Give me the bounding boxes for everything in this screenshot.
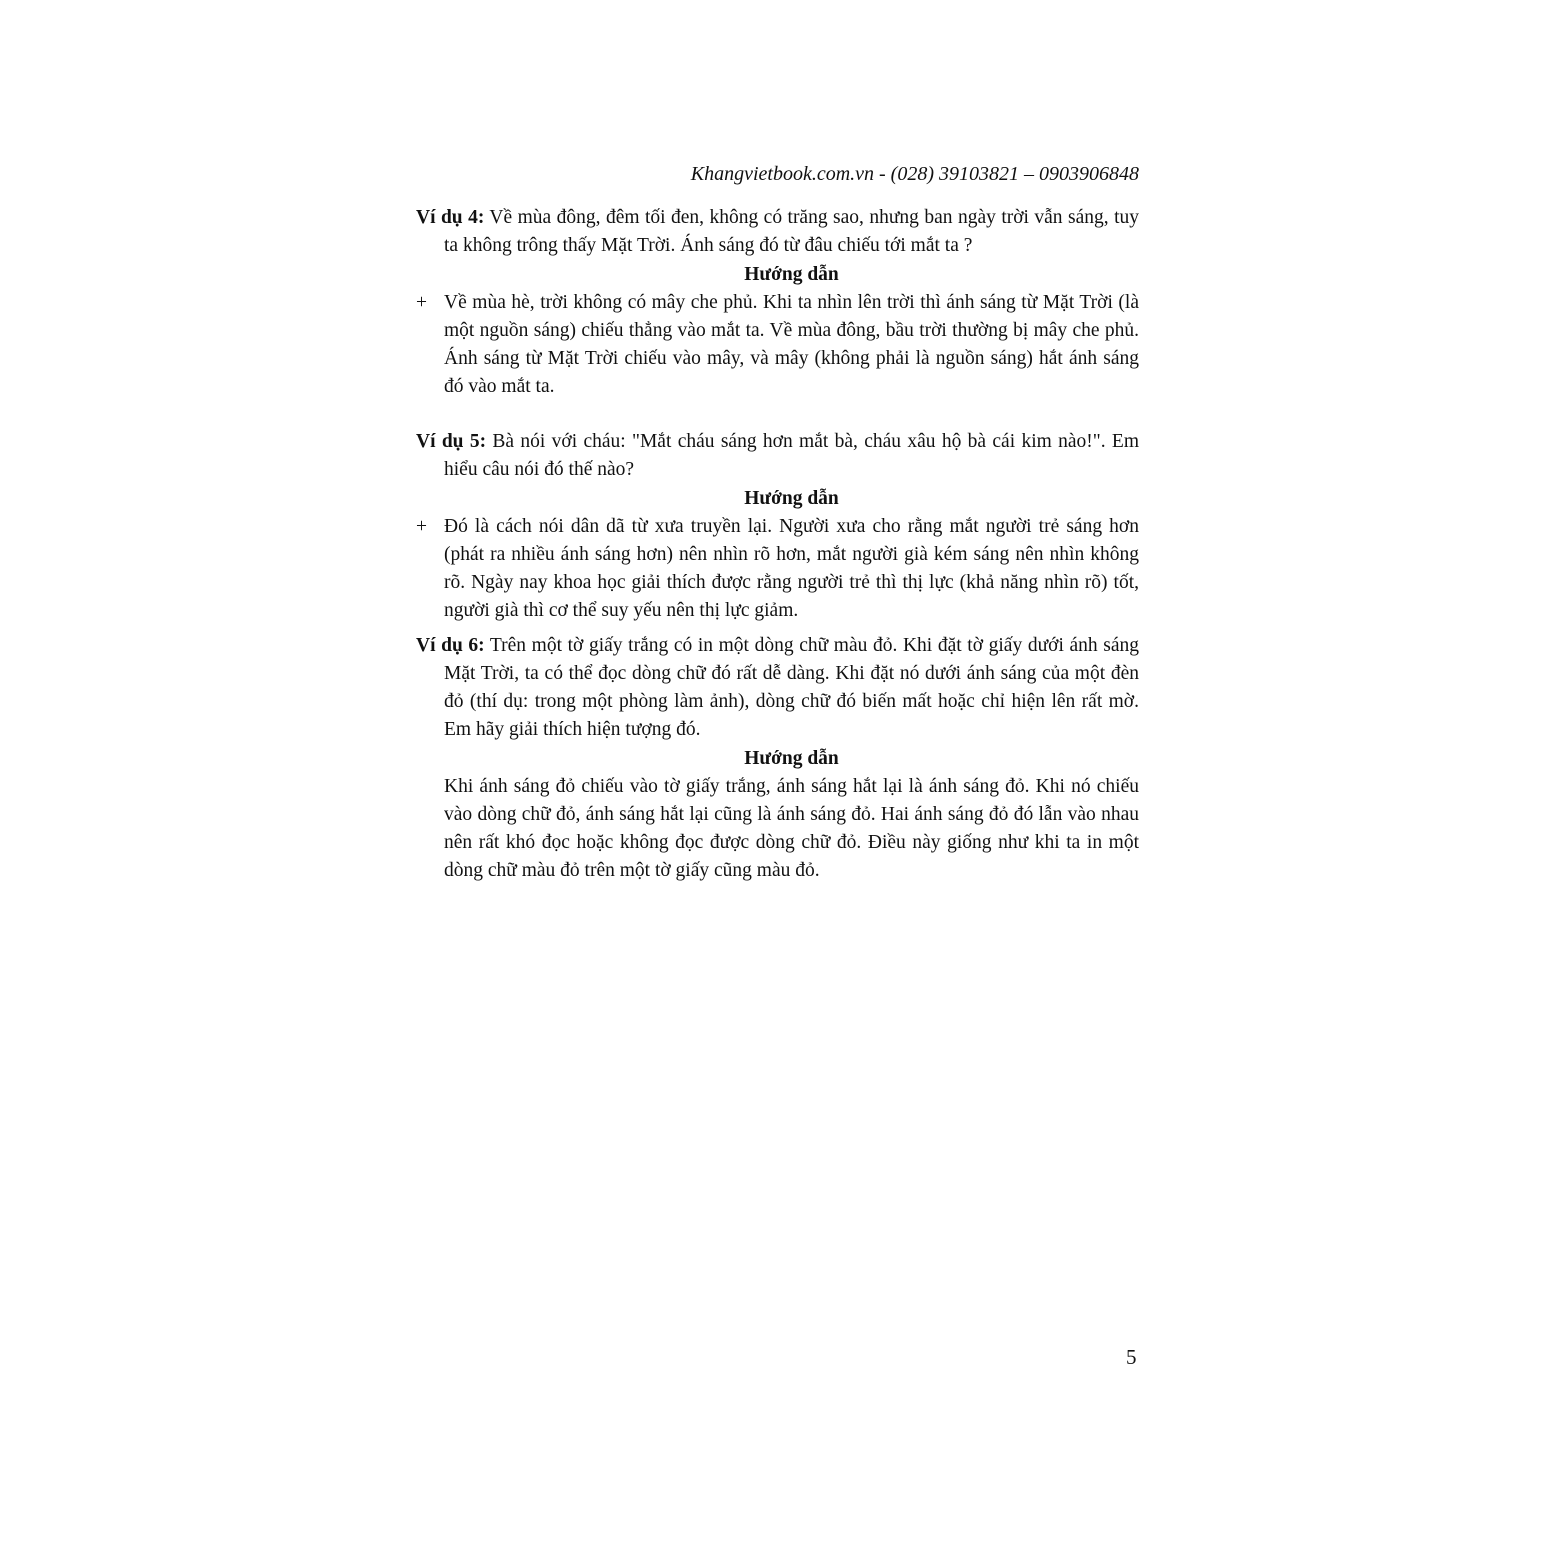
page-header: Khangvietbook.com.vn - (028) 39103821 – 0903906848 — [690, 163, 1139, 185]
example-4-question-text: Về mùa đông, đêm tối đen, không có trăng sao, nhưng ban ngày trời vẫn sáng, tuy ta không trông thấy Mặt Trời. Ánh sáng đó từ đâu chiếu tới mắt ta ? — [444, 207, 1139, 256]
example-6-label: Ví dụ 6: — [416, 635, 485, 656]
page-content — [416, 204, 1139, 885]
example-5-question — [416, 428, 1139, 484]
example-5-answer — [416, 513, 1139, 625]
example-5-answer-text: Đó là cách nói dân dã từ xưa truyền lại. Người xưa cho rằng mắt người trẻ sáng hơn (phát ra nhiều ánh sáng hơn) nên nhìn rõ hơn, mắt người già kém sáng nên nhìn không rõ. Ngày nay khoa học giải thích được rằng người trẻ thì thị lực (khả năng nhìn rõ) tốt, người già thì cơ thể suy yếu nên thị lực giảm. — [444, 516, 1139, 621]
example-5-guide-title: Hướng dẫn — [744, 488, 839, 509]
example-5-label: Ví dụ 5: — [416, 431, 487, 452]
example-6-question-text: Trên một tờ giấy trắng có in một dòng chữ màu đỏ. Khi đặt tờ giấy dưới ánh sáng Mặt Trời, ta có thể đọc dòng chữ đó rất dễ dàng. Khi đặt nó dưới ánh sáng của một đèn đỏ (thí dụ: trong một phòng làm ảnh), dòng chữ đó biến mất hoặc chỉ hiện lên rất mờ. Em hãy giải thích hiện tượng đó. — [444, 635, 1139, 740]
example-6-guide-title: Hướng dẫn — [744, 748, 839, 769]
example-4-answer-text: Về mùa hè, trời không có mây che phủ. Khi ta nhìn lên trời thì ánh sáng từ Mặt Trời (là một nguồn sáng) chiếu thẳng vào mắt ta. Về mùa đông, bầu trời thường bị mây che phủ. Ánh sáng từ Mặt Trời chiếu vào mây, và mây (không phải là nguồn sáng) hắt ánh sáng đó vào mắt ta. — [444, 292, 1139, 397]
example-6-answer-text: Khi ánh sáng đỏ chiếu vào tờ giấy trắng, ánh sáng hắt lại là ánh sáng đỏ. Khi nó chiếu vào dòng chữ đỏ, ánh sáng hắt lại cũng là ánh sáng đỏ. Hai ánh sáng đỏ đó lẫn vào nhau nên rất khó đọc hoặc không đọc được dòng chữ đỏ. Điều này giống như khi ta in một dòng chữ màu đỏ trên một tờ giấy cũng màu đỏ. — [444, 776, 1139, 881]
bullet-mark: + — [416, 516, 427, 537]
bullet-mark: + — [416, 292, 427, 313]
example-6-question — [416, 632, 1139, 744]
example-4-answer — [416, 289, 1139, 401]
example-4-question — [416, 204, 1139, 260]
example-5-question-text: Bà nói với cháu: "Mắt cháu sáng hơn mắt bà, cháu xâu hộ bà cái kim nào!". Em hiểu câu nói đó thế nào? — [444, 431, 1139, 480]
page-number: 5 — [1126, 1345, 1137, 1369]
example-4-guide-title: Hướng dẫn — [744, 264, 839, 285]
example-4-label: Ví dụ 4: — [416, 207, 485, 228]
